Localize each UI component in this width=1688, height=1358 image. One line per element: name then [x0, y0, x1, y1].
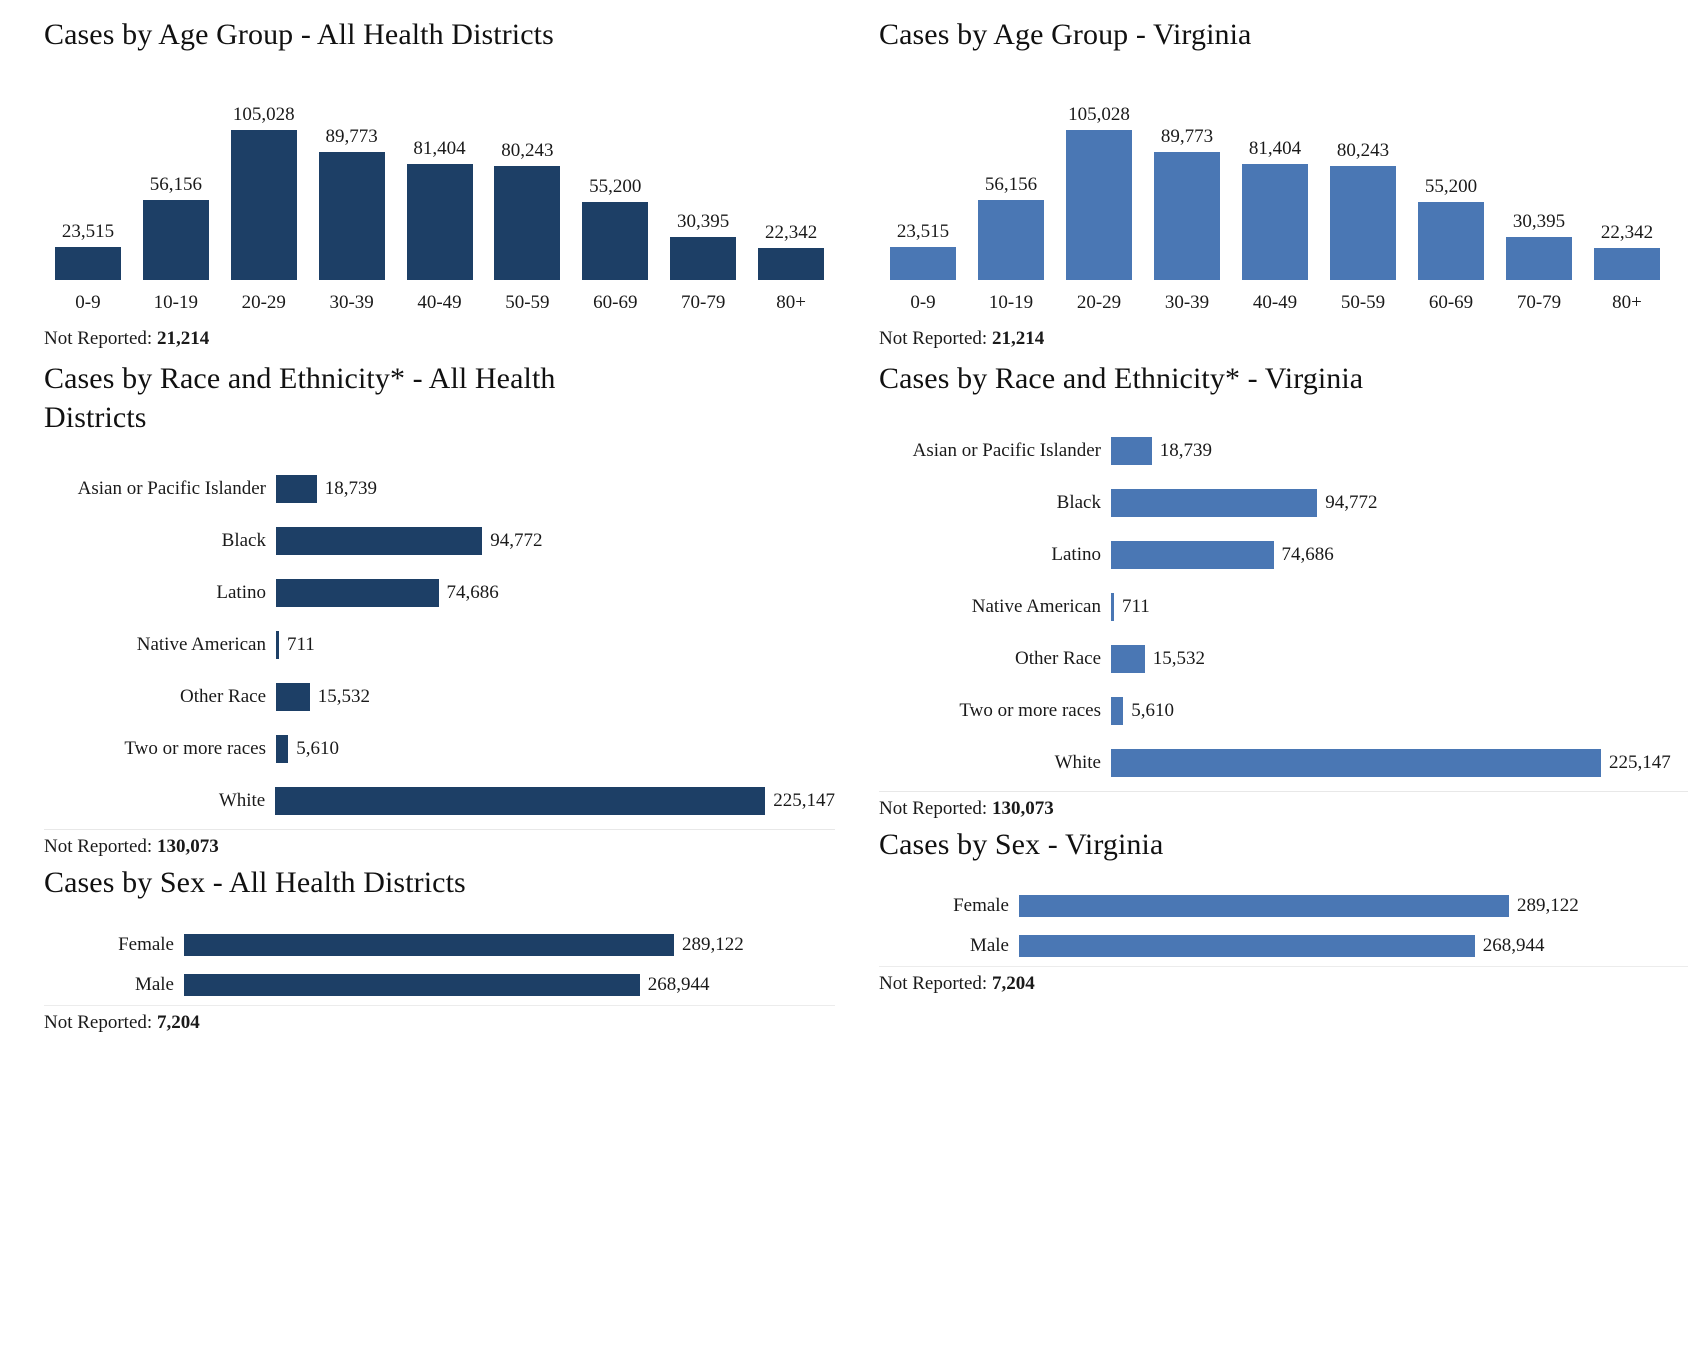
bar-value-label: 30,395: [1512, 210, 1566, 232]
bar-value-label: 74,686: [446, 582, 499, 604]
bar-value-label: 81,404: [413, 138, 466, 160]
category-label: Black: [221, 530, 266, 552]
category-label: Latino: [216, 582, 266, 604]
panel-race-all-health-districts: [44, 350, 835, 858]
bar[interactable]: [143, 200, 209, 280]
bar[interactable]: [276, 683, 310, 711]
not-reported-value: 7,204: [991, 973, 1035, 995]
category-label: Other Race: [180, 686, 266, 708]
chart-row[interactable]: [879, 529, 1688, 581]
category-label: Latino: [1051, 543, 1101, 565]
bar-value-label: 94,772: [490, 530, 543, 552]
chart-row[interactable]: [879, 477, 1688, 529]
bar-value-label: 89,773: [1160, 126, 1214, 148]
bar[interactable]: [184, 934, 674, 956]
chart-row[interactable]: [879, 425, 1688, 477]
chart-row[interactable]: [879, 685, 1688, 737]
bar-value-label: 711: [287, 634, 315, 656]
bar-value-label: 74,686: [1281, 543, 1334, 565]
category-label: Asian or Pacific Islander: [77, 478, 266, 500]
axis-tick-label: 70-79: [1516, 292, 1562, 314]
bar[interactable]: [1111, 489, 1317, 517]
bar[interactable]: [1154, 152, 1220, 280]
not-reported-label: Not Reported:: [44, 328, 153, 350]
age-bar-column[interactable]: [1407, 100, 1495, 280]
bar[interactable]: [276, 475, 317, 503]
bar-value-label: 15,532: [1152, 647, 1206, 669]
bar-wrapper: [276, 527, 835, 555]
page-title-race-right: Cases by Race and Ethnicity* - Virginia: [879, 362, 1364, 396]
age-bar-column[interactable]: [1495, 100, 1583, 280]
bar-value-label: 225,147: [773, 790, 835, 812]
bar-value-label: 289,122: [1517, 895, 1579, 917]
age-bar-column[interactable]: [1055, 100, 1143, 280]
bar[interactable]: [319, 152, 385, 280]
axis-tick-label: 60-69: [1428, 292, 1474, 314]
divider-race-right: [879, 791, 1688, 792]
bar-value-label: 268,944: [647, 973, 710, 995]
not-reported-label: Not Reported:: [44, 836, 153, 858]
bar[interactable]: [1111, 645, 1145, 673]
chart-row[interactable]: [44, 965, 835, 1005]
category-label: White: [1054, 751, 1101, 773]
chart-row[interactable]: [44, 925, 835, 965]
age-axis-labels-left: [44, 292, 835, 314]
bar[interactable]: [1506, 237, 1572, 280]
age-bar-column[interactable]: [44, 100, 132, 280]
bar[interactable]: [758, 248, 824, 280]
page-title-age-right: Cases by Age Group - Virginia: [879, 18, 1252, 51]
bar[interactable]: [1066, 130, 1132, 280]
bar-value-label: 81,404: [1248, 138, 1302, 160]
bar-wrapper: [1111, 749, 1688, 777]
bar-value-label: 23,515: [61, 220, 115, 242]
age-bar-column[interactable]: [571, 100, 659, 280]
axis-tick-label: 80+: [1612, 292, 1642, 314]
bar-value-label: 22,342: [1600, 222, 1654, 244]
axis-tick-label: 20-29: [241, 292, 286, 314]
axis-tick-label: 20-29: [1076, 292, 1122, 314]
chart-row[interactable]: [879, 886, 1688, 926]
bar-wrapper: [1019, 895, 1688, 917]
age-bar-column[interactable]: [659, 100, 747, 280]
not-reported-age-right: [879, 328, 1688, 350]
chart-row[interactable]: [44, 515, 835, 567]
bar-wrapper: [276, 735, 835, 763]
not-reported-value: 7,204: [156, 1011, 200, 1033]
bar[interactable]: [890, 247, 956, 281]
axis-tick-label: 50-59: [1340, 292, 1386, 314]
axis-tick-label: 40-49: [417, 292, 462, 314]
bar-value-label: 5,610: [296, 738, 339, 760]
bar[interactable]: [1418, 202, 1484, 281]
bar[interactable]: [1019, 935, 1475, 957]
axis-tick-label: 0-9: [910, 292, 936, 314]
bar[interactable]: [494, 166, 560, 281]
bar[interactable]: [1242, 164, 1308, 280]
bar-wrapper: [275, 787, 835, 815]
bar[interactable]: [1330, 166, 1396, 281]
category-label: Native American: [971, 595, 1101, 617]
bar-value-label: 55,200: [589, 175, 642, 197]
chart-row[interactable]: [879, 926, 1688, 966]
age-bar-column[interactable]: [396, 100, 484, 280]
bar-value-label: 18,739: [324, 478, 378, 500]
chart-row[interactable]: [44, 619, 835, 671]
page-title-age-left: Cases by Age Group - All Health Districts: [44, 18, 554, 51]
age-bars-left: [44, 100, 835, 280]
category-label: Two or more races: [959, 699, 1101, 721]
bar-value-label: 94,772: [1325, 491, 1378, 513]
bar[interactable]: [1111, 697, 1123, 725]
axis-tick-label: 10-19: [988, 292, 1034, 314]
age-bar-column[interactable]: [747, 100, 835, 280]
age-bar-column[interactable]: [967, 100, 1055, 280]
bar[interactable]: [978, 200, 1044, 280]
bar-wrapper: [184, 934, 835, 956]
bar-wrapper: [276, 579, 835, 607]
category-label: Native American: [136, 634, 266, 656]
bar-wrapper: [276, 683, 835, 711]
bar-value-label: 30,395: [677, 210, 730, 232]
age-bar-column[interactable]: [879, 100, 967, 280]
bar-value-label: 268,944: [1482, 935, 1545, 957]
chart-sex-virginia: [879, 886, 1688, 966]
bar[interactable]: [276, 735, 288, 763]
category-label: Two or more races: [124, 738, 266, 760]
panel-sex-all-health-districts: [44, 858, 835, 1033]
chart-row[interactable]: [879, 633, 1688, 685]
chart-row[interactable]: [44, 463, 835, 515]
not-reported-value: 21,214: [991, 328, 1045, 350]
bar[interactable]: [1019, 895, 1509, 917]
bar[interactable]: [1111, 593, 1114, 621]
bar-value-label: 80,243: [501, 139, 554, 161]
category-label: Asian or Pacific Islander: [912, 439, 1101, 461]
bar[interactable]: [1111, 541, 1274, 569]
bar-wrapper: [1111, 593, 1688, 621]
age-bar-column[interactable]: [308, 100, 396, 280]
bar[interactable]: [407, 164, 473, 280]
bar-wrapper: [1111, 697, 1688, 725]
bar-value-label: 225,147: [1609, 751, 1671, 773]
bar-value-label: 56,156: [149, 174, 202, 196]
bar-value-label: 105,028: [232, 104, 295, 126]
chart-age-all-health-districts: [44, 72, 835, 322]
bar-value-label: 56,156: [984, 174, 1038, 196]
bar-value-label: 23,515: [896, 220, 950, 242]
bar-value-label: 80,243: [1336, 139, 1390, 161]
bar-value-label: 15,532: [317, 686, 371, 708]
category-label: Female: [118, 933, 174, 955]
chart-sex-all-health-districts: [44, 925, 835, 1005]
bar-wrapper: [276, 475, 835, 503]
page-title-sex-left: Cases by Sex - All Health Districts: [44, 866, 466, 900]
not-reported-race-left: [44, 836, 835, 858]
panel-age-all-health-districts: [44, 0, 835, 350]
page-title-sex-right: Cases by Sex - Virginia: [879, 827, 1164, 861]
bar-value-label: 55,200: [1424, 175, 1478, 197]
chart-row[interactable]: [44, 723, 835, 775]
category-label: Female: [953, 895, 1009, 917]
divider-sex-left: [44, 1005, 835, 1006]
bar[interactable]: [582, 202, 648, 281]
bar-wrapper: [1111, 437, 1688, 465]
axis-tick-label: 40-49: [1252, 292, 1298, 314]
bar[interactable]: [1594, 248, 1660, 280]
not-reported-label: Not Reported:: [879, 797, 988, 819]
age-bar-column[interactable]: [483, 100, 571, 280]
chart-row[interactable]: [879, 581, 1688, 633]
axis-tick-label: 50-59: [505, 292, 550, 314]
category-label: Other Race: [1015, 647, 1101, 669]
bar-wrapper: [1111, 541, 1688, 569]
not-reported-value: 130,073: [991, 797, 1054, 819]
not-reported-sex-left: [44, 1012, 835, 1034]
bar[interactable]: [276, 579, 439, 607]
bar-wrapper: [184, 974, 835, 996]
chart-age-virginia: [879, 72, 1688, 322]
age-bar-column[interactable]: [1231, 100, 1319, 280]
not-reported-label: Not Reported:: [44, 1011, 153, 1033]
bar-value-label: 711: [1122, 595, 1150, 617]
age-bar-column[interactable]: [1143, 100, 1231, 280]
bar[interactable]: [55, 247, 121, 281]
bar-value-label: 18,739: [1159, 439, 1213, 461]
axis-tick-label: 30-39: [329, 292, 374, 314]
chart-race-virginia: [879, 425, 1688, 789]
not-reported-value: 130,073: [156, 836, 219, 858]
bar[interactable]: [1111, 437, 1152, 465]
not-reported-race-right: [879, 798, 1688, 820]
axis-tick-label: 80+: [776, 292, 806, 314]
divider-sex-right: [879, 966, 1688, 967]
age-bars-right: [879, 100, 1688, 280]
axis-tick-label: 60-69: [593, 292, 638, 314]
bar[interactable]: [231, 130, 297, 280]
axis-tick-label: 0-9: [75, 292, 101, 314]
age-bar-column[interactable]: [1319, 100, 1407, 280]
bar-wrapper: [276, 631, 835, 659]
age-axis-labels-right: [879, 292, 1688, 314]
axis-tick-label: 70-79: [681, 292, 726, 314]
bar[interactable]: [184, 974, 640, 996]
panel-sex-virginia: [879, 820, 1688, 995]
chart-row[interactable]: [44, 775, 835, 827]
page-title-race-left: Cases by Race and Ethnicity* - All Health Districts: [44, 362, 556, 434]
not-reported-label: Not Reported:: [879, 973, 988, 995]
axis-tick-label: 10-19: [153, 292, 198, 314]
divider-race-left: [44, 829, 835, 830]
bar[interactable]: [275, 787, 765, 815]
axis-tick-label: 30-39: [1164, 292, 1210, 314]
chart-row[interactable]: [879, 737, 1688, 789]
bar-value-label: 105,028: [1068, 104, 1130, 126]
age-bar-column[interactable]: [220, 100, 308, 280]
chart-race-all-health-districts: [44, 463, 835, 827]
bar[interactable]: [276, 527, 482, 555]
bar-value-label: 5,610: [1131, 699, 1174, 721]
not-reported-label: Not Reported:: [879, 328, 988, 350]
chart-row[interactable]: [44, 671, 835, 723]
category-label: Black: [1056, 491, 1101, 513]
category-label: Male: [134, 973, 174, 995]
bar-wrapper: [1111, 489, 1688, 517]
panel-race-virginia: [879, 350, 1688, 819]
bar-wrapper: [1019, 935, 1688, 957]
not-reported-sex-right: [879, 973, 1688, 995]
category-label: White: [218, 790, 266, 812]
bar-value-label: 22,342: [764, 222, 818, 244]
not-reported-age-left: [44, 328, 835, 350]
right-column: [835, 0, 1688, 1358]
age-bar-column[interactable]: [1583, 100, 1671, 280]
bar[interactable]: [670, 237, 736, 280]
panel-age-virginia: [879, 0, 1688, 350]
bar[interactable]: [1111, 749, 1601, 777]
category-label: Male: [969, 935, 1009, 957]
bar-wrapper: [1111, 645, 1688, 673]
bar-value-label: 289,122: [682, 933, 744, 955]
chart-row[interactable]: [44, 567, 835, 619]
not-reported-value: 21,214: [156, 328, 210, 350]
bar-value-label: 89,773: [325, 126, 378, 148]
left-column: [0, 0, 835, 1358]
age-bar-column[interactable]: [132, 100, 220, 280]
bar[interactable]: [276, 631, 279, 659]
